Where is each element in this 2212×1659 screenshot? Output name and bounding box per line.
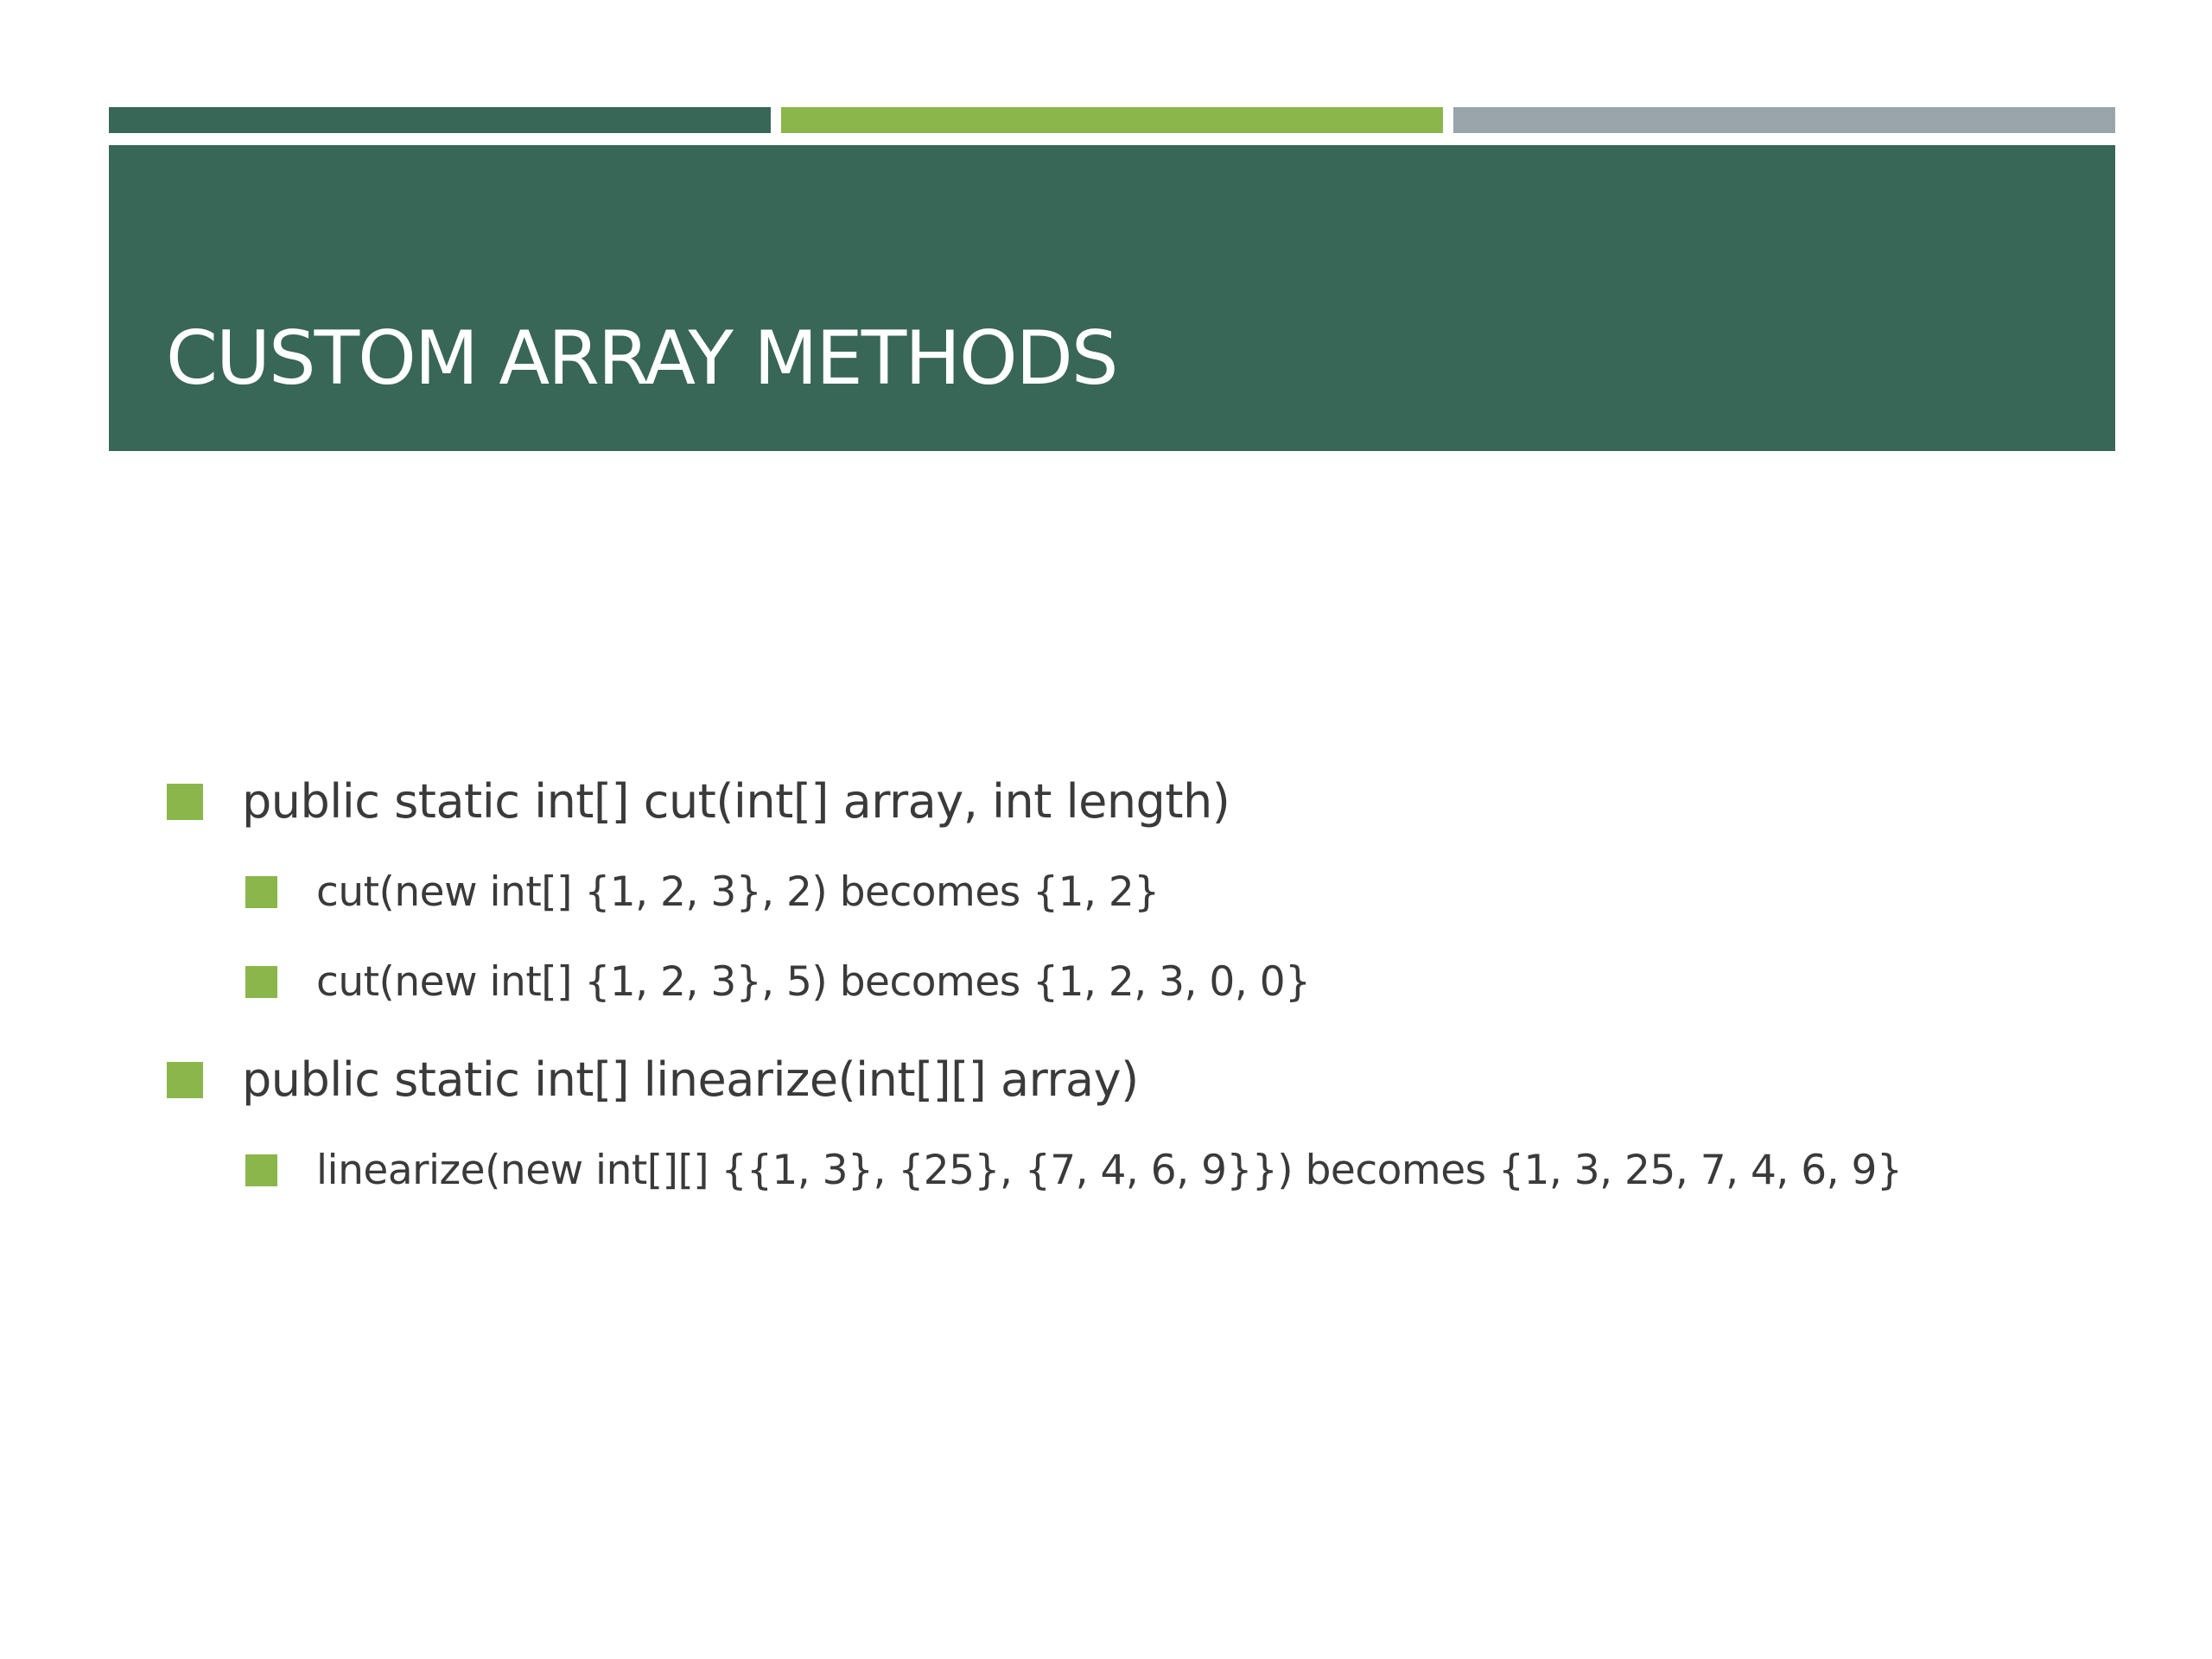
bullet-item-cut-example-1 <box>245 868 1160 916</box>
square-bullet-icon <box>245 966 277 998</box>
slide-title: CUSTOM ARRAY METHODS <box>166 315 1117 402</box>
bullet-text: linearize(new int[][] {{1, 3}, {25}, {7, 4, 6, 9}}) becomes {1, 3, 25, 7, 4, 6, 9} <box>316 1147 1903 1194</box>
bullet-item-cut-example-2 <box>245 958 1311 1006</box>
bullet-item-linearize-example <box>245 1147 1902 1194</box>
bullet-text: cut(new int[] {1, 2, 3}, 5) becomes {1, 2, 3, 0, 0} <box>316 958 1311 1006</box>
square-bullet-icon <box>167 1062 203 1098</box>
square-bullet-icon <box>245 876 277 908</box>
bullet-text: cut(new int[] {1, 2, 3}, 2) becomes {1, 2} <box>316 868 1160 916</box>
bullet-text: public static int[] cut(int[] array, int length) <box>242 774 1230 829</box>
square-bullet-icon <box>245 1154 277 1186</box>
square-bullet-icon <box>167 784 203 820</box>
bullet-item-cut-signature <box>167 774 1230 829</box>
bullet-item-linearize-signature <box>167 1052 1139 1107</box>
bullet-text: public static int[] linearize(int[][] array) <box>242 1052 1139 1107</box>
